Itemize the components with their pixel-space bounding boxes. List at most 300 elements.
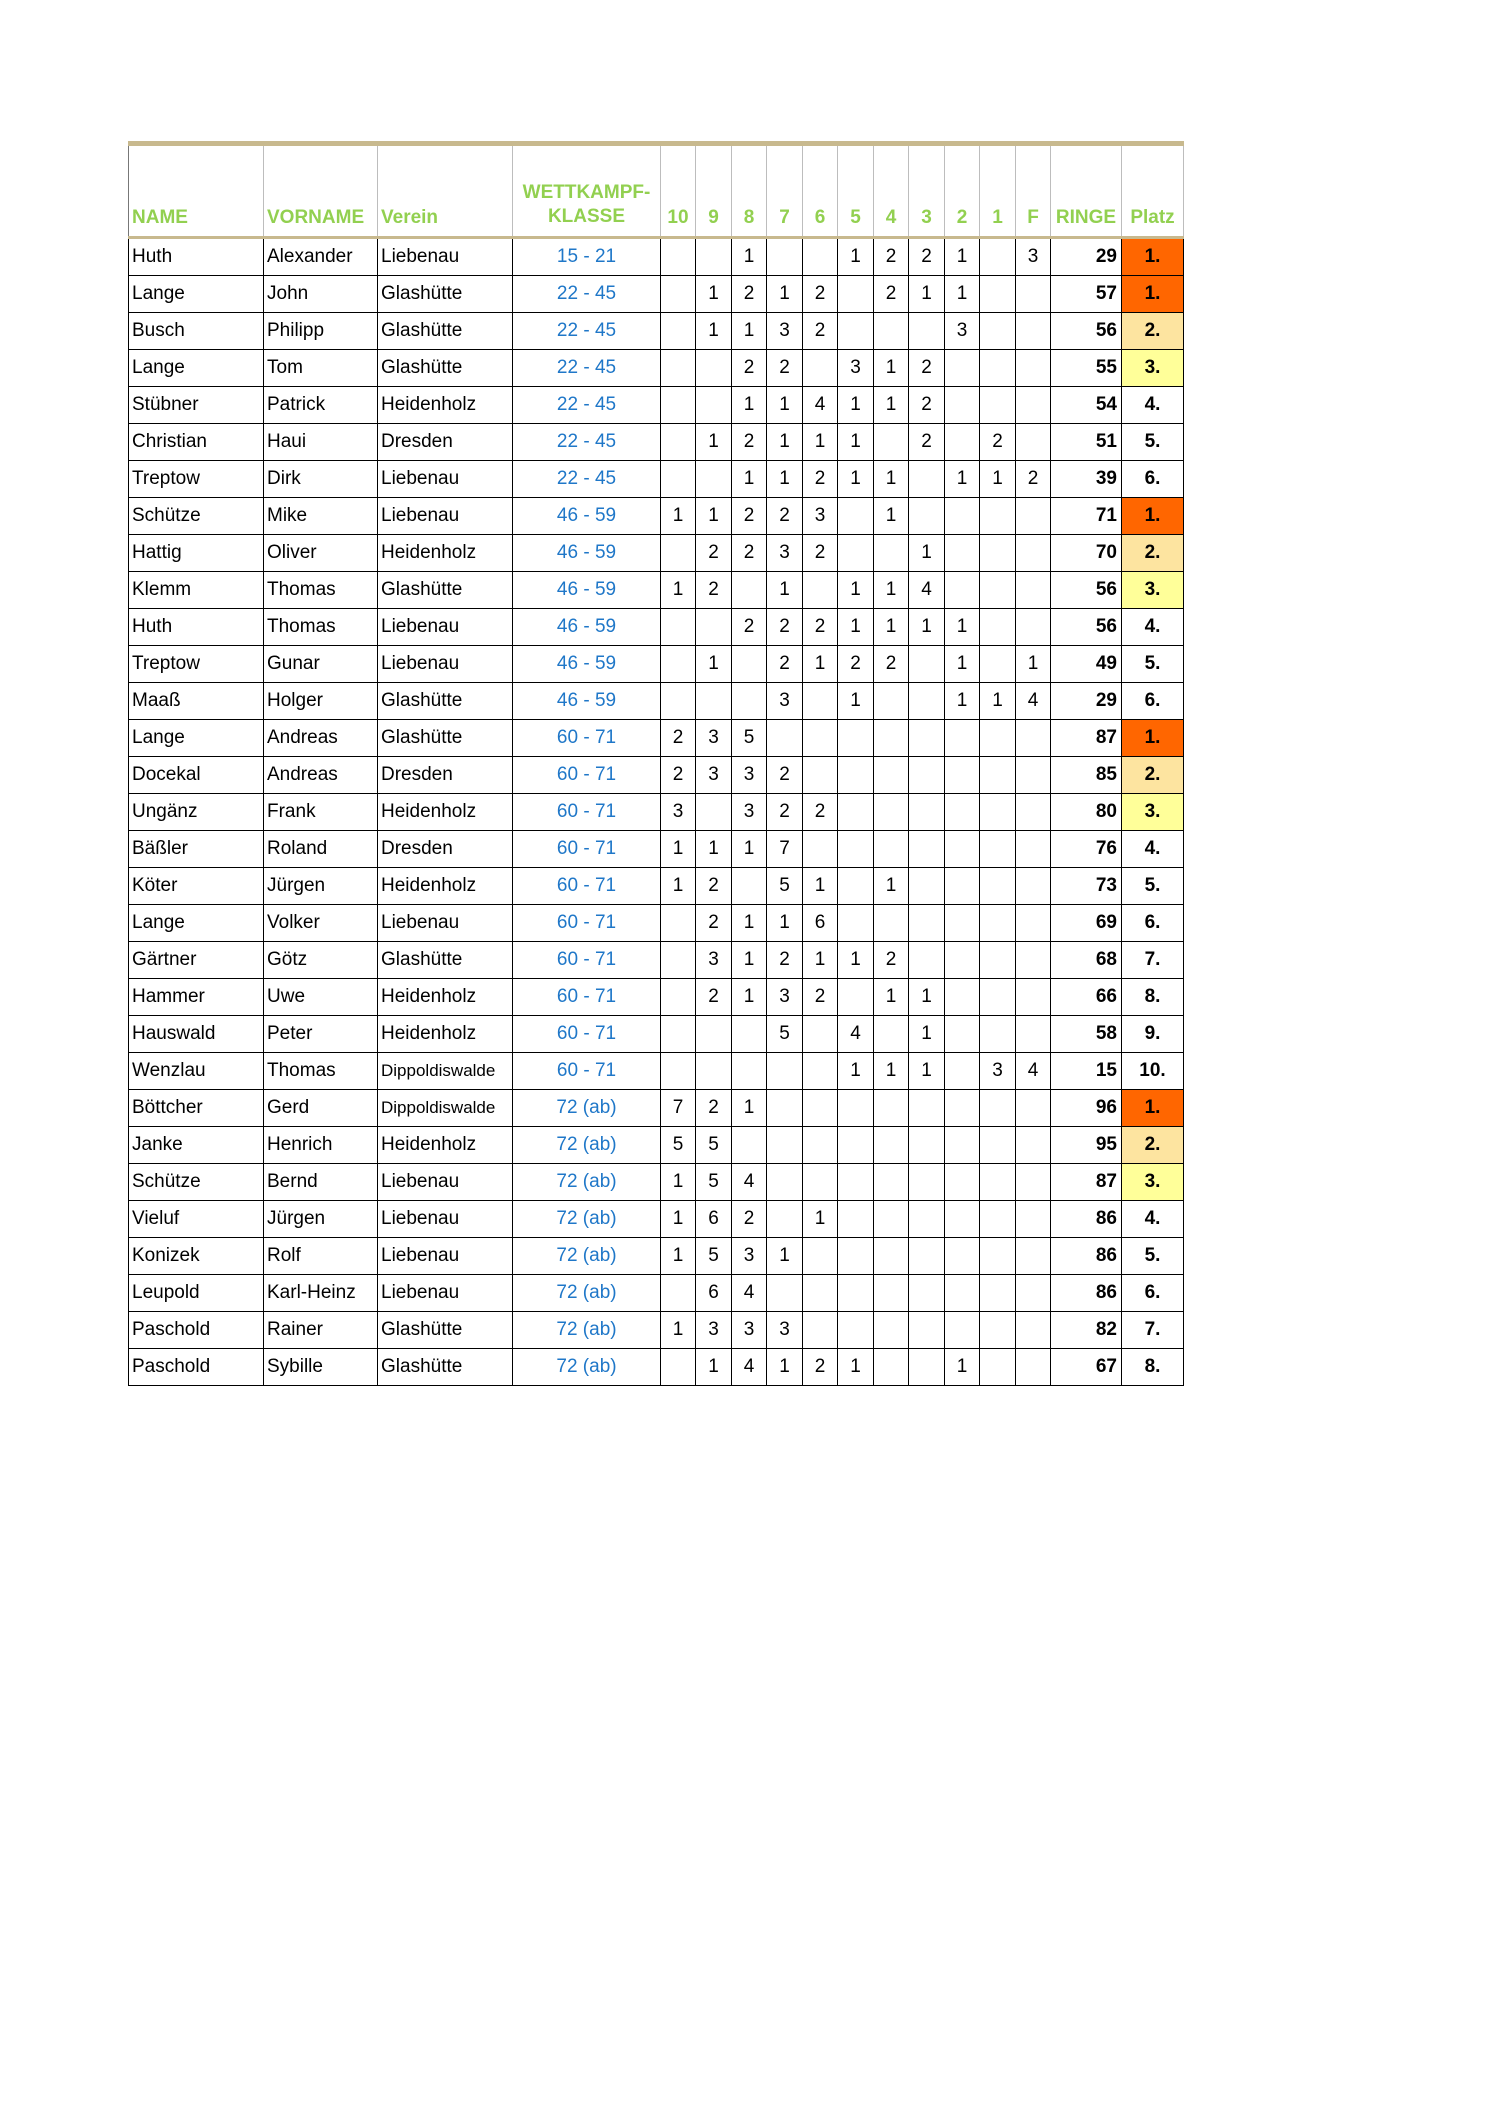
cell-score-7[interactable]: 2 xyxy=(767,942,803,979)
cell-score-4[interactable] xyxy=(874,1201,909,1238)
cell-score-5[interactable] xyxy=(838,1090,874,1127)
cell-score-10[interactable] xyxy=(661,276,696,313)
cell-score-6[interactable]: 1 xyxy=(803,942,838,979)
cell-score-6[interactable]: 4 xyxy=(803,387,838,424)
cell-verein[interactable]: Liebenau xyxy=(378,646,513,683)
cell-score-6[interactable]: 1 xyxy=(803,868,838,905)
cell-verein[interactable]: Liebenau xyxy=(378,1164,513,1201)
cell-score-6[interactable]: 1 xyxy=(803,646,838,683)
cell-score-5[interactable] xyxy=(838,1201,874,1238)
cell-score-2[interactable]: 1 xyxy=(945,276,980,313)
cell-score-10[interactable] xyxy=(661,238,696,276)
cell-score-3[interactable] xyxy=(909,757,945,794)
cell-name[interactable]: Lange xyxy=(129,276,264,313)
cell-score-3[interactable]: 1 xyxy=(909,609,945,646)
header-score-8[interactable]: 8 xyxy=(732,144,767,238)
header-score-2[interactable]: 2 xyxy=(945,144,980,238)
cell-score-1[interactable]: 3 xyxy=(980,1053,1016,1090)
cell-score-4[interactable] xyxy=(874,1238,909,1275)
cell-ringe[interactable]: 56 xyxy=(1051,609,1122,646)
cell-score-8[interactable] xyxy=(732,646,767,683)
cell-name[interactable]: Lange xyxy=(129,905,264,942)
cell-score-6[interactable]: 2 xyxy=(803,609,838,646)
cell-verein[interactable]: Dresden xyxy=(378,424,513,461)
cell-score-6[interactable] xyxy=(803,720,838,757)
cell-score-8[interactable]: 1 xyxy=(732,387,767,424)
cell-score-2[interactable]: 1 xyxy=(945,461,980,498)
cell-score-5[interactable]: 1 xyxy=(838,461,874,498)
cell-score-2[interactable] xyxy=(945,905,980,942)
cell-score-7[interactable]: 1 xyxy=(767,1349,803,1386)
cell-wettkampfklasse[interactable]: 60 - 71 xyxy=(513,794,661,831)
cell-verein[interactable]: Dresden xyxy=(378,831,513,868)
cell-score-6[interactable] xyxy=(803,1275,838,1312)
cell-score-2[interactable] xyxy=(945,1238,980,1275)
cell-platz[interactable]: 3. xyxy=(1122,350,1184,387)
cell-score-6[interactable] xyxy=(803,572,838,609)
cell-score-f[interactable] xyxy=(1016,794,1051,831)
cell-score-7[interactable]: 1 xyxy=(767,1238,803,1275)
cell-score-9[interactable] xyxy=(696,350,732,387)
cell-wettkampfklasse[interactable]: 46 - 59 xyxy=(513,683,661,720)
cell-score-f[interactable] xyxy=(1016,276,1051,313)
cell-score-5[interactable]: 1 xyxy=(838,238,874,276)
cell-ringe[interactable]: 96 xyxy=(1051,1090,1122,1127)
cell-wettkampfklasse[interactable]: 72 (ab) xyxy=(513,1349,661,1386)
cell-score-10[interactable]: 1 xyxy=(661,498,696,535)
cell-score-4[interactable]: 1 xyxy=(874,572,909,609)
cell-vorname[interactable]: Patrick xyxy=(264,387,378,424)
cell-wettkampfklasse[interactable]: 22 - 45 xyxy=(513,350,661,387)
cell-score-7[interactable] xyxy=(767,1201,803,1238)
cell-wettkampfklasse[interactable]: 46 - 59 xyxy=(513,646,661,683)
cell-score-2[interactable] xyxy=(945,979,980,1016)
cell-ringe[interactable]: 95 xyxy=(1051,1127,1122,1164)
cell-verein[interactable]: Glashütte xyxy=(378,350,513,387)
cell-wettkampfklasse[interactable]: 60 - 71 xyxy=(513,942,661,979)
cell-score-1[interactable] xyxy=(980,831,1016,868)
cell-vorname[interactable]: Andreas xyxy=(264,720,378,757)
header-score-4[interactable]: 4 xyxy=(874,144,909,238)
header-vorname[interactable]: VORNAME xyxy=(264,144,378,238)
cell-score-f[interactable] xyxy=(1016,1238,1051,1275)
cell-vorname[interactable]: Rolf xyxy=(264,1238,378,1275)
cell-score-9[interactable]: 3 xyxy=(696,942,732,979)
cell-score-8[interactable]: 1 xyxy=(732,979,767,1016)
cell-score-8[interactable] xyxy=(732,572,767,609)
cell-verein[interactable]: Dippoldiswalde xyxy=(378,1090,513,1127)
cell-verein[interactable]: Dippoldiswalde xyxy=(378,1053,513,1090)
cell-score-5[interactable]: 1 xyxy=(838,1349,874,1386)
cell-score-2[interactable] xyxy=(945,1275,980,1312)
cell-wettkampfklasse[interactable]: 72 (ab) xyxy=(513,1312,661,1349)
cell-score-3[interactable] xyxy=(909,461,945,498)
cell-score-10[interactable] xyxy=(661,905,696,942)
cell-verein[interactable]: Liebenau xyxy=(378,609,513,646)
cell-platz[interactable]: 7. xyxy=(1122,942,1184,979)
cell-score-1[interactable] xyxy=(980,646,1016,683)
cell-verein[interactable]: Liebenau xyxy=(378,498,513,535)
cell-ringe[interactable]: 51 xyxy=(1051,424,1122,461)
cell-score-8[interactable]: 3 xyxy=(732,794,767,831)
cell-name[interactable]: Hammer xyxy=(129,979,264,1016)
cell-score-6[interactable]: 6 xyxy=(803,905,838,942)
cell-score-9[interactable]: 5 xyxy=(696,1164,732,1201)
cell-score-3[interactable] xyxy=(909,905,945,942)
cell-score-6[interactable] xyxy=(803,1164,838,1201)
cell-score-9[interactable] xyxy=(696,238,732,276)
cell-wettkampfklasse[interactable]: 22 - 45 xyxy=(513,387,661,424)
cell-score-10[interactable]: 1 xyxy=(661,1164,696,1201)
cell-vorname[interactable]: Thomas xyxy=(264,572,378,609)
cell-score-7[interactable] xyxy=(767,1090,803,1127)
cell-score-f[interactable] xyxy=(1016,868,1051,905)
cell-ringe[interactable]: 29 xyxy=(1051,238,1122,276)
cell-score-f[interactable] xyxy=(1016,1312,1051,1349)
cell-score-2[interactable] xyxy=(945,1164,980,1201)
cell-score-4[interactable] xyxy=(874,831,909,868)
cell-vorname[interactable]: Rainer xyxy=(264,1312,378,1349)
cell-score-f[interactable] xyxy=(1016,1090,1051,1127)
cell-score-10[interactable] xyxy=(661,1053,696,1090)
cell-score-3[interactable] xyxy=(909,313,945,350)
cell-vorname[interactable]: Haui xyxy=(264,424,378,461)
cell-wettkampfklasse[interactable]: 60 - 71 xyxy=(513,720,661,757)
cell-score-10[interactable] xyxy=(661,424,696,461)
cell-score-4[interactable] xyxy=(874,424,909,461)
cell-score-10[interactable]: 3 xyxy=(661,794,696,831)
cell-score-f[interactable] xyxy=(1016,905,1051,942)
cell-vorname[interactable]: Uwe xyxy=(264,979,378,1016)
cell-score-10[interactable] xyxy=(661,1349,696,1386)
cell-name[interactable]: Christian xyxy=(129,424,264,461)
cell-score-10[interactable]: 1 xyxy=(661,572,696,609)
cell-score-1[interactable]: 2 xyxy=(980,424,1016,461)
cell-platz[interactable]: 8. xyxy=(1122,1349,1184,1386)
cell-name[interactable]: Paschold xyxy=(129,1349,264,1386)
cell-score-8[interactable]: 1 xyxy=(732,238,767,276)
cell-platz[interactable]: 7. xyxy=(1122,1312,1184,1349)
cell-name[interactable]: Hauswald xyxy=(129,1016,264,1053)
cell-score-10[interactable] xyxy=(661,1275,696,1312)
cell-score-7[interactable] xyxy=(767,238,803,276)
cell-score-4[interactable] xyxy=(874,1275,909,1312)
cell-wettkampfklasse[interactable]: 60 - 71 xyxy=(513,868,661,905)
header-score-6[interactable]: 6 xyxy=(803,144,838,238)
header-score-1[interactable]: 1 xyxy=(980,144,1016,238)
cell-verein[interactable]: Dresden xyxy=(378,757,513,794)
cell-name[interactable]: Wenzlau xyxy=(129,1053,264,1090)
cell-ringe[interactable]: 69 xyxy=(1051,905,1122,942)
cell-score-10[interactable] xyxy=(661,350,696,387)
cell-platz[interactable]: 3. xyxy=(1122,794,1184,831)
cell-platz[interactable]: 1. xyxy=(1122,498,1184,535)
cell-score-8[interactable]: 4 xyxy=(732,1275,767,1312)
cell-score-9[interactable] xyxy=(696,609,732,646)
cell-score-7[interactable] xyxy=(767,1127,803,1164)
cell-score-4[interactable] xyxy=(874,1090,909,1127)
cell-score-8[interactable]: 4 xyxy=(732,1349,767,1386)
cell-score-4[interactable]: 1 xyxy=(874,350,909,387)
cell-score-f[interactable] xyxy=(1016,535,1051,572)
cell-score-5[interactable]: 1 xyxy=(838,609,874,646)
cell-score-7[interactable]: 2 xyxy=(767,609,803,646)
cell-ringe[interactable]: 86 xyxy=(1051,1275,1122,1312)
cell-score-10[interactable] xyxy=(661,979,696,1016)
cell-score-4[interactable] xyxy=(874,1127,909,1164)
cell-score-f[interactable] xyxy=(1016,942,1051,979)
cell-score-6[interactable] xyxy=(803,831,838,868)
cell-ringe[interactable]: 29 xyxy=(1051,683,1122,720)
cell-score-7[interactable]: 1 xyxy=(767,461,803,498)
cell-score-5[interactable] xyxy=(838,720,874,757)
cell-score-6[interactable] xyxy=(803,238,838,276)
cell-score-f[interactable] xyxy=(1016,424,1051,461)
cell-vorname[interactable]: Tom xyxy=(264,350,378,387)
cell-score-7[interactable] xyxy=(767,1053,803,1090)
cell-score-1[interactable] xyxy=(980,350,1016,387)
cell-score-6[interactable]: 1 xyxy=(803,424,838,461)
cell-score-3[interactable]: 2 xyxy=(909,387,945,424)
header-score-f[interactable]: F xyxy=(1016,144,1051,238)
cell-ringe[interactable]: 73 xyxy=(1051,868,1122,905)
cell-verein[interactable]: Heidenholz xyxy=(378,1016,513,1053)
cell-score-2[interactable]: 1 xyxy=(945,683,980,720)
cell-wettkampfklasse[interactable]: 22 - 45 xyxy=(513,424,661,461)
cell-score-3[interactable]: 1 xyxy=(909,1053,945,1090)
cell-score-9[interactable]: 6 xyxy=(696,1275,732,1312)
cell-score-8[interactable]: 1 xyxy=(732,905,767,942)
cell-ringe[interactable]: 68 xyxy=(1051,942,1122,979)
header-score-9[interactable]: 9 xyxy=(696,144,732,238)
cell-score-8[interactable]: 2 xyxy=(732,498,767,535)
cell-score-5[interactable] xyxy=(838,1312,874,1349)
cell-score-2[interactable] xyxy=(945,942,980,979)
cell-score-f[interactable] xyxy=(1016,350,1051,387)
cell-wettkampfklasse[interactable]: 60 - 71 xyxy=(513,1053,661,1090)
cell-name[interactable]: Schütze xyxy=(129,498,264,535)
cell-score-6[interactable]: 2 xyxy=(803,313,838,350)
cell-score-1[interactable]: 1 xyxy=(980,683,1016,720)
cell-score-3[interactable]: 2 xyxy=(909,238,945,276)
cell-score-9[interactable]: 3 xyxy=(696,720,732,757)
cell-score-3[interactable] xyxy=(909,1238,945,1275)
cell-score-f[interactable] xyxy=(1016,1275,1051,1312)
cell-score-6[interactable] xyxy=(803,757,838,794)
cell-score-7[interactable]: 2 xyxy=(767,757,803,794)
cell-ringe[interactable]: 55 xyxy=(1051,350,1122,387)
header-name[interactable]: NAME xyxy=(129,144,264,238)
cell-verein[interactable]: Glashütte xyxy=(378,720,513,757)
cell-score-1[interactable] xyxy=(980,1016,1016,1053)
cell-score-7[interactable]: 3 xyxy=(767,1312,803,1349)
cell-score-9[interactable] xyxy=(696,1016,732,1053)
cell-ringe[interactable]: 67 xyxy=(1051,1349,1122,1386)
header-wettkampfklasse[interactable] xyxy=(513,144,661,238)
cell-score-9[interactable]: 1 xyxy=(696,831,732,868)
cell-verein[interactable]: Heidenholz xyxy=(378,868,513,905)
cell-name[interactable]: Huth xyxy=(129,609,264,646)
cell-score-6[interactable]: 2 xyxy=(803,461,838,498)
cell-score-f[interactable] xyxy=(1016,498,1051,535)
cell-score-f[interactable] xyxy=(1016,313,1051,350)
cell-wettkampfklasse[interactable]: 46 - 59 xyxy=(513,609,661,646)
cell-score-9[interactable]: 1 xyxy=(696,424,732,461)
cell-score-5[interactable] xyxy=(838,498,874,535)
cell-wettkampfklasse[interactable]: 60 - 71 xyxy=(513,831,661,868)
cell-name[interactable]: Huth xyxy=(129,238,264,276)
cell-score-2[interactable]: 1 xyxy=(945,646,980,683)
cell-score-9[interactable] xyxy=(696,683,732,720)
cell-vorname[interactable]: Gunar xyxy=(264,646,378,683)
cell-wettkampfklasse[interactable]: 60 - 71 xyxy=(513,905,661,942)
cell-ringe[interactable]: 86 xyxy=(1051,1238,1122,1275)
cell-score-5[interactable] xyxy=(838,831,874,868)
cell-verein[interactable]: Liebenau xyxy=(378,461,513,498)
cell-score-4[interactable] xyxy=(874,905,909,942)
cell-score-f[interactable]: 3 xyxy=(1016,238,1051,276)
cell-score-f[interactable]: 1 xyxy=(1016,646,1051,683)
cell-score-5[interactable] xyxy=(838,757,874,794)
cell-wettkampfklasse[interactable]: 22 - 45 xyxy=(513,461,661,498)
cell-score-1[interactable] xyxy=(980,1238,1016,1275)
cell-score-10[interactable] xyxy=(661,942,696,979)
cell-ringe[interactable]: 80 xyxy=(1051,794,1122,831)
cell-platz[interactable]: 4. xyxy=(1122,831,1184,868)
cell-score-f[interactable] xyxy=(1016,757,1051,794)
cell-score-6[interactable] xyxy=(803,1127,838,1164)
cell-score-6[interactable]: 1 xyxy=(803,1201,838,1238)
cell-ringe[interactable]: 66 xyxy=(1051,979,1122,1016)
cell-score-10[interactable] xyxy=(661,313,696,350)
cell-platz[interactable]: 3. xyxy=(1122,1164,1184,1201)
header-score-5[interactable]: 5 xyxy=(838,144,874,238)
cell-score-8[interactable]: 3 xyxy=(732,1238,767,1275)
cell-ringe[interactable]: 76 xyxy=(1051,831,1122,868)
cell-score-f[interactable] xyxy=(1016,1349,1051,1386)
cell-score-1[interactable] xyxy=(980,238,1016,276)
cell-platz[interactable]: 4. xyxy=(1122,609,1184,646)
cell-score-6[interactable] xyxy=(803,1053,838,1090)
cell-name[interactable]: Schütze xyxy=(129,1164,264,1201)
cell-score-2[interactable] xyxy=(945,831,980,868)
cell-vorname[interactable]: Sybille xyxy=(264,1349,378,1386)
cell-wettkampfklasse[interactable]: 46 - 59 xyxy=(513,572,661,609)
cell-score-5[interactable] xyxy=(838,1275,874,1312)
cell-platz[interactable]: 10. xyxy=(1122,1053,1184,1090)
cell-score-9[interactable]: 1 xyxy=(696,276,732,313)
cell-score-5[interactable] xyxy=(838,535,874,572)
cell-score-8[interactable]: 2 xyxy=(732,424,767,461)
cell-ringe[interactable]: 70 xyxy=(1051,535,1122,572)
cell-wettkampfklasse[interactable]: 72 (ab) xyxy=(513,1127,661,1164)
cell-score-4[interactable]: 2 xyxy=(874,646,909,683)
cell-score-2[interactable] xyxy=(945,535,980,572)
cell-score-1[interactable] xyxy=(980,387,1016,424)
cell-score-2[interactable] xyxy=(945,757,980,794)
cell-score-9[interactable]: 5 xyxy=(696,1127,732,1164)
cell-score-2[interactable]: 1 xyxy=(945,609,980,646)
cell-score-5[interactable] xyxy=(838,313,874,350)
cell-score-5[interactable]: 1 xyxy=(838,572,874,609)
cell-platz[interactable]: 5. xyxy=(1122,646,1184,683)
cell-score-9[interactable]: 3 xyxy=(696,757,732,794)
cell-score-4[interactable]: 1 xyxy=(874,498,909,535)
cell-score-9[interactable]: 1 xyxy=(696,1349,732,1386)
cell-score-10[interactable]: 1 xyxy=(661,1312,696,1349)
cell-verein[interactable]: Glashütte xyxy=(378,1349,513,1386)
cell-score-4[interactable] xyxy=(874,313,909,350)
cell-platz[interactable]: 6. xyxy=(1122,461,1184,498)
cell-name[interactable]: Gärtner xyxy=(129,942,264,979)
cell-score-8[interactable]: 4 xyxy=(732,1164,767,1201)
cell-score-10[interactable] xyxy=(661,387,696,424)
cell-score-1[interactable] xyxy=(980,572,1016,609)
cell-score-3[interactable] xyxy=(909,1090,945,1127)
cell-score-4[interactable] xyxy=(874,683,909,720)
cell-score-7[interactable]: 1 xyxy=(767,387,803,424)
cell-score-10[interactable]: 7 xyxy=(661,1090,696,1127)
cell-score-5[interactable] xyxy=(838,276,874,313)
cell-verein[interactable]: Glashütte xyxy=(378,313,513,350)
cell-score-8[interactable]: 2 xyxy=(732,350,767,387)
cell-name[interactable]: Treptow xyxy=(129,646,264,683)
cell-score-8[interactable]: 3 xyxy=(732,1312,767,1349)
header-score-3[interactable]: 3 xyxy=(909,144,945,238)
cell-score-f[interactable] xyxy=(1016,831,1051,868)
cell-score-3[interactable]: 2 xyxy=(909,424,945,461)
cell-score-8[interactable]: 1 xyxy=(732,831,767,868)
cell-score-10[interactable] xyxy=(661,683,696,720)
cell-score-3[interactable] xyxy=(909,498,945,535)
cell-score-7[interactable]: 2 xyxy=(767,794,803,831)
cell-ringe[interactable]: 85 xyxy=(1051,757,1122,794)
cell-score-9[interactable]: 1 xyxy=(696,498,732,535)
cell-score-7[interactable]: 2 xyxy=(767,498,803,535)
cell-score-2[interactable] xyxy=(945,498,980,535)
cell-platz[interactable]: 2. xyxy=(1122,757,1184,794)
cell-score-3[interactable]: 1 xyxy=(909,535,945,572)
cell-score-f[interactable] xyxy=(1016,979,1051,1016)
cell-ringe[interactable]: 86 xyxy=(1051,1201,1122,1238)
cell-score-4[interactable] xyxy=(874,1312,909,1349)
cell-score-1[interactable] xyxy=(980,720,1016,757)
cell-vorname[interactable]: Roland xyxy=(264,831,378,868)
header-platz[interactable]: Platz xyxy=(1122,144,1184,238)
cell-wettkampfklasse[interactable]: 15 - 21 xyxy=(513,238,661,276)
cell-score-5[interactable]: 2 xyxy=(838,646,874,683)
cell-score-2[interactable] xyxy=(945,350,980,387)
cell-name[interactable]: Lange xyxy=(129,350,264,387)
cell-vorname[interactable]: Peter xyxy=(264,1016,378,1053)
cell-score-1[interactable] xyxy=(980,794,1016,831)
cell-score-4[interactable] xyxy=(874,757,909,794)
cell-verein[interactable]: Liebenau xyxy=(378,1201,513,1238)
cell-ringe[interactable]: 56 xyxy=(1051,313,1122,350)
cell-score-4[interactable]: 1 xyxy=(874,868,909,905)
cell-name[interactable]: Vieluf xyxy=(129,1201,264,1238)
cell-score-2[interactable] xyxy=(945,1312,980,1349)
cell-score-2[interactable] xyxy=(945,1127,980,1164)
cell-wettkampfklasse[interactable]: 72 (ab) xyxy=(513,1090,661,1127)
cell-ringe[interactable]: 49 xyxy=(1051,646,1122,683)
cell-score-10[interactable]: 1 xyxy=(661,1238,696,1275)
cell-score-4[interactable]: 2 xyxy=(874,238,909,276)
cell-wettkampfklasse[interactable]: 22 - 45 xyxy=(513,313,661,350)
cell-score-9[interactable] xyxy=(696,794,732,831)
cell-verein[interactable]: Liebenau xyxy=(378,905,513,942)
cell-ringe[interactable]: 87 xyxy=(1051,720,1122,757)
